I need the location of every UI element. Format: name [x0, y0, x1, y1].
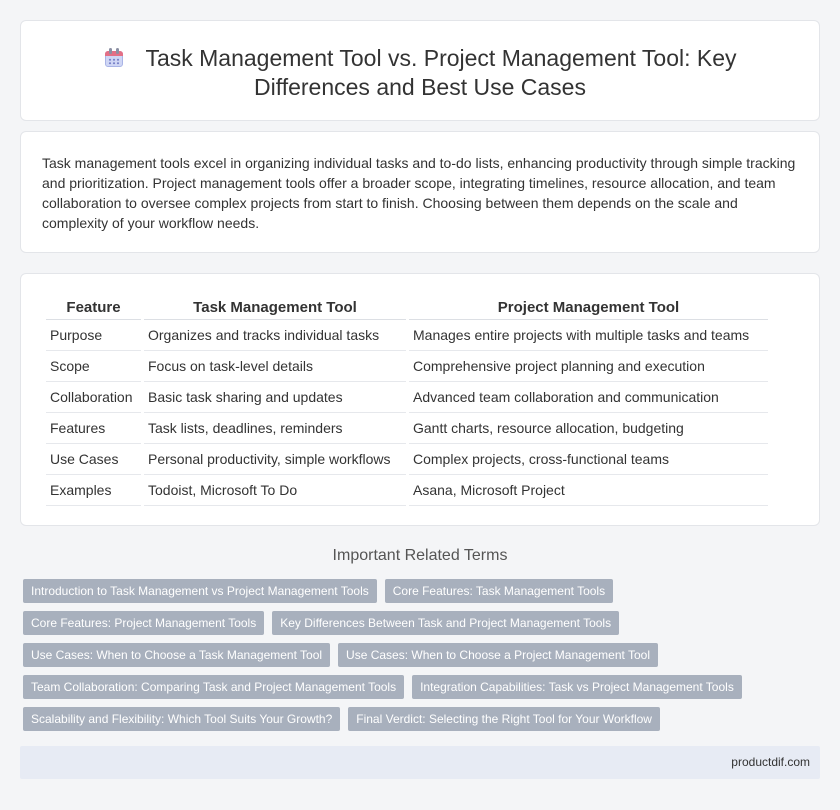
page-title [21, 44, 819, 102]
table-row [46, 382, 768, 413]
related-term-link[interactable]: Use Cases: When to Choose a Project Management Tool [338, 643, 658, 667]
task-tool-cell: Task lists, deadlines, reminders [144, 413, 406, 444]
related-term-link[interactable]: Introduction to Task Management vs Project Management Tools [23, 579, 377, 603]
related-term-link[interactable]: Scalability and Flexibility: Which Tool Suits Your Growth? [23, 707, 340, 731]
task-tool-cell: Personal productivity, simple workflows [144, 444, 406, 475]
related-term-link[interactable]: Core Features: Project Management Tools [23, 611, 264, 635]
feature-cell: Purpose [46, 320, 141, 351]
header-task-tool: Task Management Tool [144, 295, 406, 320]
feature-cell: Collaboration [46, 382, 141, 413]
related-terms-heading: Important Related Terms [332, 547, 508, 564]
table-row [46, 413, 768, 444]
project-tool-cell: Comprehensive project planning and execution [409, 351, 768, 382]
summary-card [20, 131, 820, 253]
related-term-link[interactable]: Integration Capabilities: Task vs Project Management Tools [412, 675, 742, 699]
related-term-link[interactable]: Team Collaboration: Comparing Task and Project Management Tools [23, 675, 404, 699]
header-project-tool: Project Management Tool [409, 295, 768, 320]
site-name: productdif.com [731, 755, 810, 769]
feature-cell: Use Cases [46, 444, 141, 475]
feature-cell: Examples [46, 475, 141, 506]
feature-cell: Scope [46, 351, 141, 382]
summary-text: Task management tools excel in organizing individual tasks and to-do lists, enhancing productivity through simple tracking and prioritization. Project management tools offer a broader scope, integrating timelines, resource allocation, and team collaboration to oversee complex projects from start to finish. Choosing between them depends on the scale and complexity of your workflow needs. [42, 155, 796, 231]
table-header-row [46, 295, 768, 320]
project-tool-cell: Advanced team collaboration and communication [409, 382, 768, 413]
title-line-1: Task Management Tool vs. Project Management Tool: Key [145, 45, 737, 71]
project-tool-cell: Complex projects, cross-functional teams [409, 444, 768, 475]
related-terms-tags [23, 579, 823, 739]
task-tool-cell: Basic task sharing and updates [144, 382, 406, 413]
footer [20, 746, 820, 779]
comparison-table [43, 295, 771, 506]
project-tool-cell: Gantt charts, resource allocation, budgeting [409, 413, 768, 444]
related-term-link[interactable]: Use Cases: When to Choose a Task Management Tool [23, 643, 330, 667]
header-feature: Feature [46, 295, 141, 320]
related-term-link[interactable]: Final Verdict: Selecting the Right Tool for Your Workflow [348, 707, 660, 731]
feature-cell: Features [46, 413, 141, 444]
title-line-2: Differences and Best Use Cases [254, 74, 586, 100]
header-card [20, 20, 820, 121]
related-term-link[interactable]: Key Differences Between Task and Project Management Tools [272, 611, 619, 635]
project-tool-cell: Manages entire projects with multiple tasks and teams [409, 320, 768, 351]
comparison-card [20, 273, 820, 526]
table-row [46, 475, 768, 506]
table-row [46, 444, 768, 475]
table-row [46, 320, 768, 351]
task-tool-cell: Organizes and tracks individual tasks [144, 320, 406, 351]
project-tool-cell: Asana, Microsoft Project [409, 475, 768, 506]
task-tool-cell: Todoist, Microsoft To Do [144, 475, 406, 506]
calendar-icon [103, 47, 125, 69]
table-row [46, 351, 768, 382]
task-tool-cell: Focus on task-level details [144, 351, 406, 382]
related-term-link[interactable]: Core Features: Task Management Tools [385, 579, 613, 603]
